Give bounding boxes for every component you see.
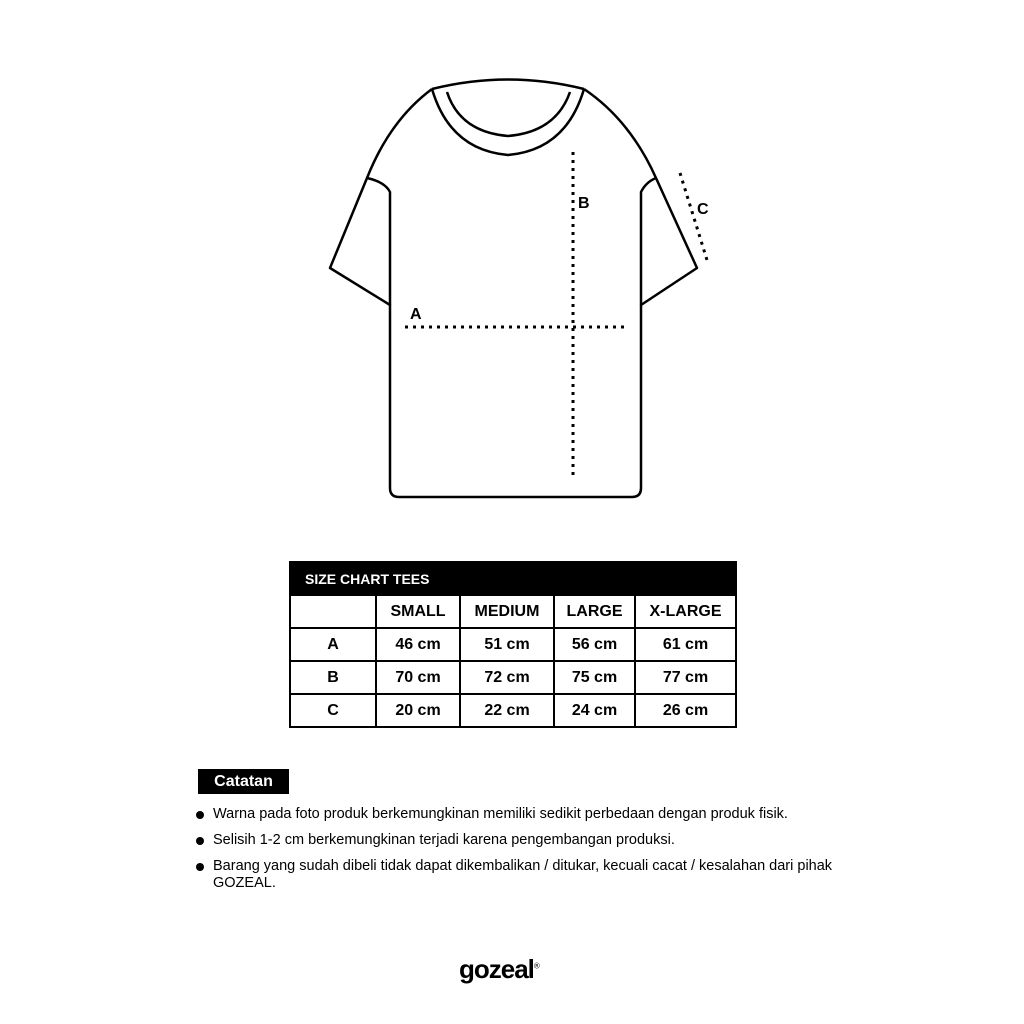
header-cell: MEDIUM: [460, 595, 554, 628]
table-cell: 51 cm: [460, 628, 554, 661]
label-a: A: [410, 306, 422, 323]
registered-mark: ®: [533, 961, 539, 971]
table-header-row: [290, 595, 736, 628]
left-armhole: [367, 178, 390, 305]
brand-logo: [459, 954, 539, 985]
header-cell: [290, 595, 376, 628]
header-cell: SMALL: [376, 595, 460, 628]
table-row: [290, 628, 736, 661]
notes-list: [196, 806, 846, 901]
label-c: C: [697, 201, 709, 218]
note-item: Barang yang sudah dibeli tidak dapat dikembalikan / ditukar, kecuali cacat / kesalahan dari pihak GOZEAL.: [196, 858, 846, 892]
right-armhole: [641, 178, 656, 305]
table-cell: 46 cm: [376, 628, 460, 661]
table-cell: 24 cm: [554, 694, 635, 727]
table-cell: 22 cm: [460, 694, 554, 727]
table-row: [290, 661, 736, 694]
table-cell: 70 cm: [376, 661, 460, 694]
table-cell: 20 cm: [376, 694, 460, 727]
logo-text: gozeal: [459, 954, 534, 984]
row-label: C: [290, 694, 376, 727]
row-label: B: [290, 661, 376, 694]
table-cell: 72 cm: [460, 661, 554, 694]
table-cell: 56 cm: [554, 628, 635, 661]
size-chart-table: [289, 561, 737, 728]
note-item: Warna pada foto produk berkemungkinan memiliki sedikit perbedaan dengan produk fisik.: [196, 806, 846, 823]
table-cell: 61 cm: [635, 628, 736, 661]
shirt-back-neck: [432, 80, 584, 90]
note-item: Selisih 1-2 cm berkemungkinan terjadi karena pengembangan produksi.: [196, 832, 846, 849]
header-cell: X-LARGE: [635, 595, 736, 628]
notes-title: Catatan: [198, 769, 289, 794]
table-title: SIZE CHART TEES: [290, 562, 736, 595]
header-cell: LARGE: [554, 595, 635, 628]
shirt-collar-outer: [432, 89, 584, 155]
shirt-collar-inner: [447, 92, 570, 136]
row-label: A: [290, 628, 376, 661]
table-row: [290, 694, 736, 727]
table-cell: 77 cm: [635, 661, 736, 694]
table-cell: 75 cm: [554, 661, 635, 694]
label-b: B: [578, 195, 590, 212]
table-cell: 26 cm: [635, 694, 736, 727]
